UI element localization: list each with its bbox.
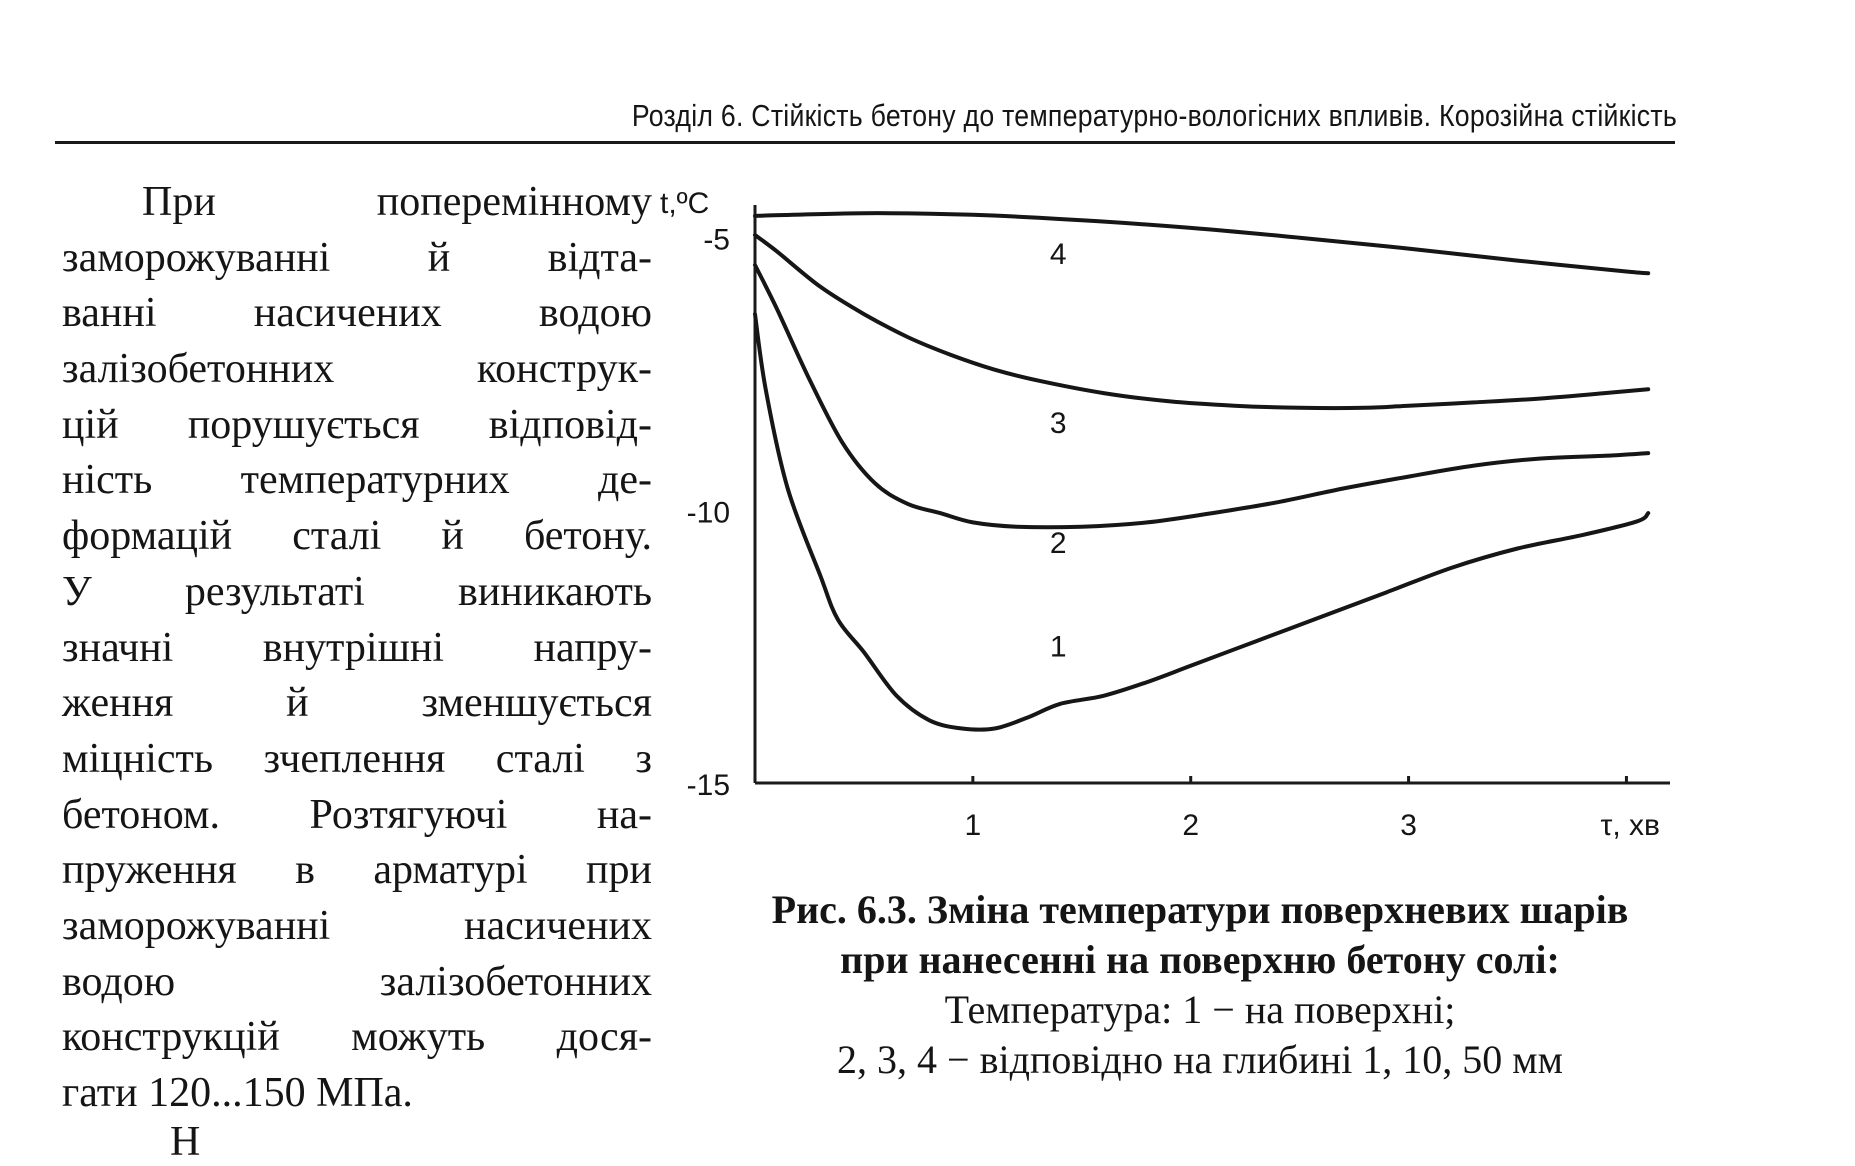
text-line: залізобетонних конструк- bbox=[62, 346, 652, 393]
x-tick-label: 3 bbox=[1400, 809, 1417, 842]
caption-title-line-1: Рис. 6.3. Зміна температури поверхневих шарів bbox=[771, 887, 1629, 932]
text-line: ванні насичених водою bbox=[62, 290, 652, 337]
text-line: ження й зменшується bbox=[62, 680, 652, 727]
curve-label-2: 2 bbox=[1049, 527, 1067, 561]
y-tick-label: -10 bbox=[686, 496, 730, 530]
x-axis-title: τ, хв bbox=[1600, 809, 1660, 842]
text-line: конструкцій можуть дося- bbox=[62, 1014, 652, 1061]
figure-caption bbox=[740, 885, 1660, 1085]
text-line: водою залізобетонних bbox=[62, 958, 652, 1005]
series-line-1 bbox=[755, 314, 1648, 730]
text-line: бетоном. Розтягуючі на- bbox=[62, 791, 652, 838]
next-paragraph-fragment: Н bbox=[170, 1119, 201, 1165]
caption-legend-line-2: 2, 3, 4 − відповідно на глибині 1, 10, 50 мм bbox=[837, 1037, 1563, 1082]
text-line: заморожуванні й відта- bbox=[62, 234, 652, 281]
text-line: У результаті виникають bbox=[62, 568, 652, 615]
series-line-4 bbox=[755, 213, 1648, 273]
body-paragraph bbox=[62, 175, 652, 1122]
y-tick-label: -5 bbox=[703, 223, 730, 257]
temperature-chart bbox=[660, 185, 1690, 855]
text-line: При поперемінному bbox=[142, 179, 652, 225]
text-line: гати 120...150 МПа. bbox=[62, 1070, 413, 1116]
text-line: пруження в арматурі при bbox=[62, 847, 652, 894]
curve-label-3: 3 bbox=[1049, 407, 1067, 441]
text-line: міцність зчеплення сталі з bbox=[62, 735, 652, 782]
curve-label-4: 4 bbox=[1049, 238, 1067, 272]
text-line: формацій сталі й бетону. bbox=[62, 513, 652, 560]
series-line-2 bbox=[755, 265, 1648, 527]
header-rule bbox=[55, 141, 1675, 144]
text-line: заморожуванні насичених bbox=[62, 902, 652, 949]
x-tick-label: 2 bbox=[1182, 809, 1200, 842]
text-line: цій порушується відповід- bbox=[62, 401, 652, 448]
x-tick-label: 1 bbox=[964, 809, 982, 842]
caption-title-line-2: при нанесенні на поверхню бетону солі: bbox=[840, 937, 1560, 982]
running-header: Розділ 6. Стійкість бетону до температурно-вологісних впливів. Корозійна стійкість bbox=[631, 98, 1677, 133]
text-line: ність температурних де- bbox=[62, 457, 652, 504]
y-tick-label: -15 bbox=[686, 769, 730, 802]
text-line: значні внутрішні напру- bbox=[62, 624, 652, 671]
caption-legend-line-1: Температура: 1 − на поверхні; bbox=[944, 987, 1456, 1032]
y-axis-title: t,ºC bbox=[660, 187, 710, 220]
curve-label-1: 1 bbox=[1049, 630, 1067, 664]
